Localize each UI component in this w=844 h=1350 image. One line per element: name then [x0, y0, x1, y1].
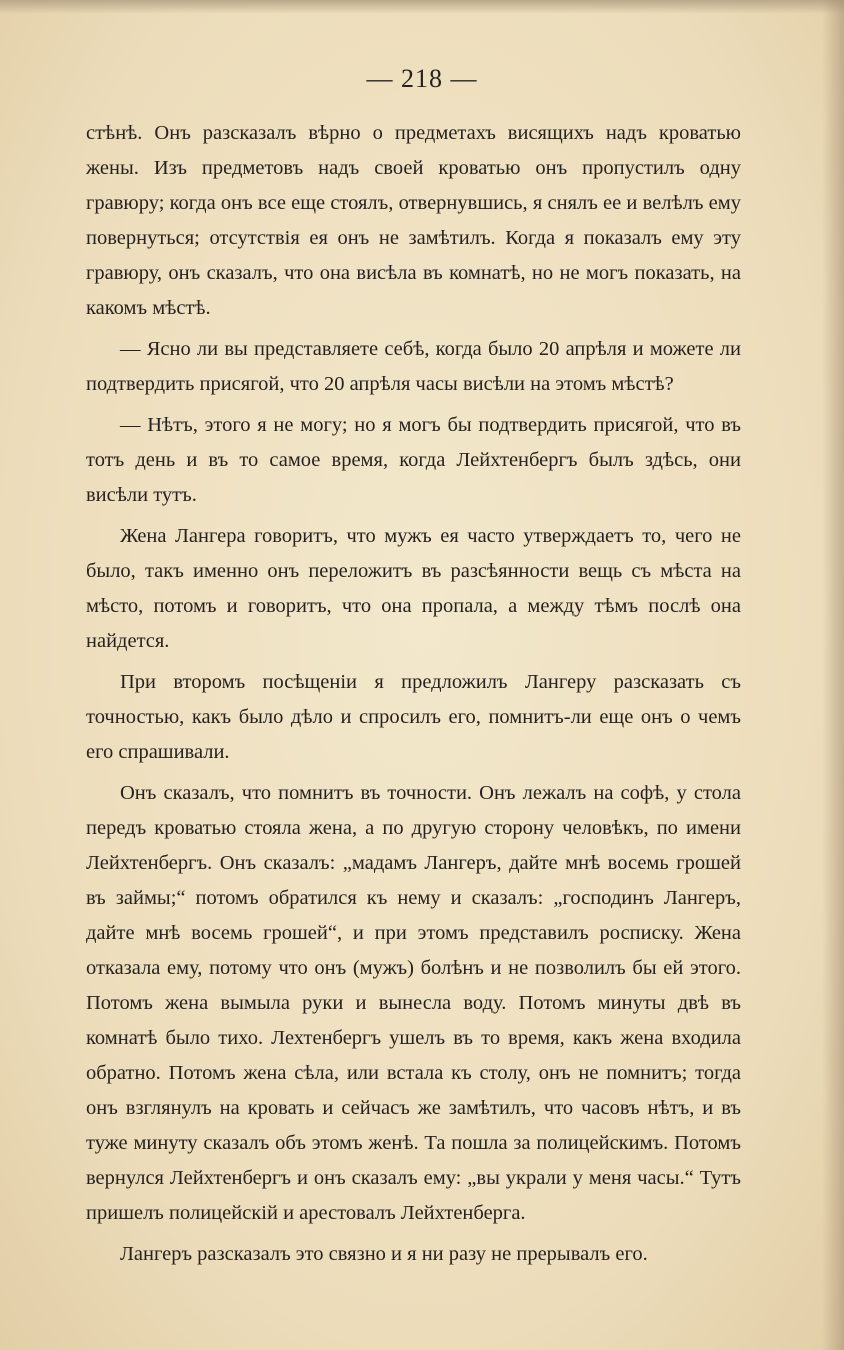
page-right-edge [822, 0, 844, 1350]
paragraph-1: стѣнѣ. Онъ разсказалъ вѣрно о предметахъ висящихъ надъ кроватью жены. Изъ предметовъ надъ своей кроватью онъ пропустилъ одну гравюру; когда онъ все еще стоялъ, отвернувшись, я снялъ ее и велѣлъ ему повернуться; отсутствія ея онъ не замѣтилъ. Когда я показалъ ему эту гравюру, онъ сказалъ, что она висѣла въ комнатѣ, но не могъ показать, на какомъ мѣстѣ. [86, 122, 741, 319]
body-text [86, 116, 741, 1272]
paragraph-3: — Нѣтъ, этого я не могу; но я могъ бы подтвердить присягой, что въ тотъ день и въ то самое время, когда Лейхтенбергъ былъ здѣсь, они висѣли тутъ. [86, 414, 741, 506]
paragraph-4: Жена Лангера говоритъ, что мужъ ея часто утверждаетъ то, чего не было, такъ именно онъ переложитъ въ разсѣянности вещь съ мѣста на мѣсто, потомъ и говоритъ, что она пропала, а между тѣмъ послѣ она найдется. [86, 525, 741, 652]
paragraph-7: Лангеръ разсказалъ это связно и я ни разу не прерывалъ его. [120, 1243, 648, 1265]
page-number: — 218 — [366, 64, 478, 93]
page-top-edge [0, 0, 844, 14]
paragraph-2: — Ясно ли вы представляете себѣ, когда было 20 апрѣля и можете ли подтвердить присягой, что 20 апрѣля часы висѣли на этомъ мѣстѣ? [86, 338, 741, 395]
paragraph-6: Онъ сказалъ, что помнитъ въ точности. Онъ лежалъ на софѣ, у стола передъ кроватью стояла жена, а по другую сторону человѣкъ, по имени Лейхтенбергъ. Онъ сказалъ: „мадамъ Лангеръ, дайте мнѣ восемь грошей въ займы;“ потомъ обратился къ нему и сказалъ: „господинъ Лангеръ, дайте мнѣ восемь грошей“, и при этомъ представилъ росписку. Жена отказала ему, потому что онъ (мужъ) болѣнъ и не позволилъ бы ей этого. Потомъ жена вымыла руки и вынесла воду. Потомъ минуты двѣ въ комнатѣ было тихо. Лехтенбергъ ушелъ въ то время, какъ жена входила обратно. Потомъ жена сѣла, или встала къ столу, онъ не помнитъ; тогда онъ взглянулъ на кровать и сейчасъ же замѣтилъ, что часовъ нѣтъ, и въ туже минуту сказалъ объ этомъ женѣ. Та пошла за полицейскимъ. Потомъ вернулся Лейхтенбергъ и онъ сказалъ ему: „вы украли у меня часы.“ Тутъ пришелъ полицейскій и арестовалъ Лейхтенберга. [86, 782, 741, 1224]
paragraph-5: При второмъ посѣщеніи я предложилъ Лангеру разсказать съ точностью, какъ было дѣло и спросилъ его, помнитъ-ли еще онъ о чемъ его спрашивали. [86, 671, 741, 763]
